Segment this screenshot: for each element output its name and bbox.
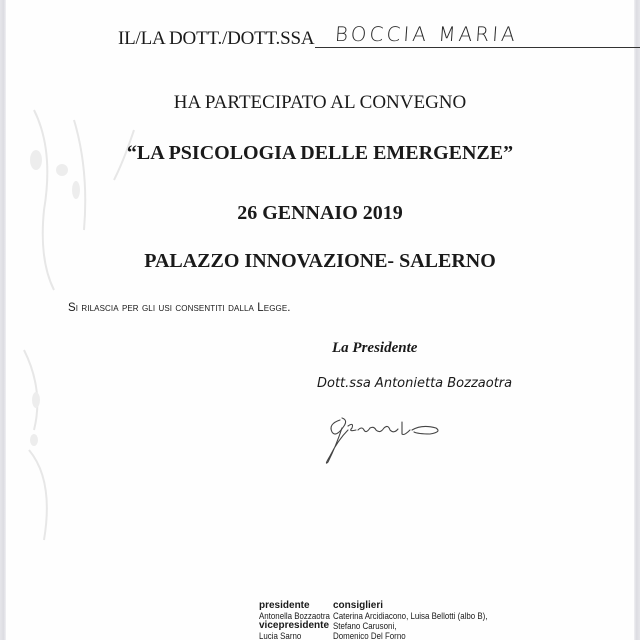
event-date: 26 GENNAIO 2019: [237, 202, 403, 224]
attended-text: HA PARTECIPATO AL CONVEGNO: [173, 92, 467, 113]
footer-officers: [259, 601, 340, 640]
recipient-underline: [315, 47, 640, 48]
recipient-name-handwritten: BOCCIA MARIA: [334, 22, 519, 46]
release-note: Si rilascia per gli usi consentiti dalla Legge.: [68, 302, 291, 314]
signatory-title: La Presidente: [332, 340, 418, 356]
event-venue: PALAZZO INNOVAZIONE- SALERNO: [144, 250, 496, 272]
footer-vicepresident-name: Lucia Sarno: [259, 631, 302, 640]
event-title: “LA PSICOLOGIA DELLE EMERGENZE”: [126, 142, 514, 164]
recipient-row: [118, 24, 538, 54]
footer-councillors-line1: Caterina Arcidiacono, Luisa Bellotti (albo B),: [333, 611, 488, 621]
footer-councillors: [333, 601, 509, 640]
footer-president-role: presidente: [259, 600, 310, 611]
watermark-emblem-icon: [14, 90, 164, 610]
footer-president-name: Antonella Bozzaotra: [259, 611, 330, 621]
footer-councillors-line2: Stefano Carusoni,: [333, 621, 397, 631]
footer-councillors-role: consiglieri: [333, 600, 384, 611]
recipient-label: IL/LA DOTT./DOTT.SSA: [118, 28, 315, 49]
footer-vicepresident-role: vicepresidente: [259, 620, 330, 631]
signatory-name: Dott.ssa Antonietta Bozzaotra: [317, 376, 513, 391]
footer-councillors-line3: Domenico Del Forno: [333, 631, 406, 640]
handwritten-signature-icon: [318, 412, 443, 467]
